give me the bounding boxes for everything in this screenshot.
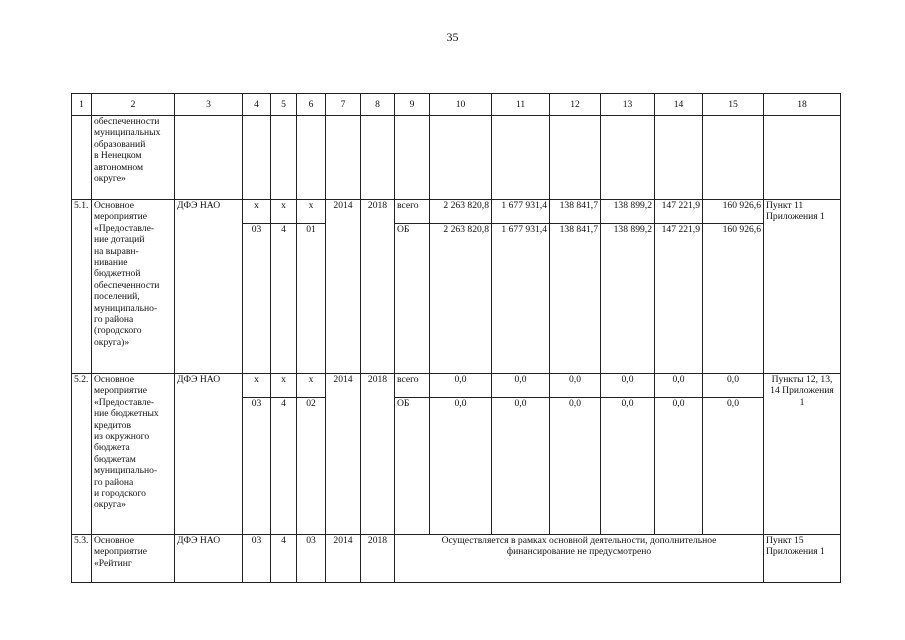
source-label: ОБ [395,224,430,374]
amount-cell: 0,0 [601,398,655,535]
header-cell: 13 [601,94,655,116]
text-line: муниципально- [94,302,158,314]
executor: ДФЭ НАО [175,535,243,583]
text-line: муниципальных [94,127,161,139]
text-line: ние дотаций [94,234,145,246]
text-line: мероприятие [94,546,147,558]
header-row [72,94,841,116]
text-line: бюджетам [94,453,136,465]
code-cell: 03 [243,535,271,583]
amount-cell: 160 926,6 [703,200,764,224]
text-line: го района [94,314,134,326]
note-cell [764,535,841,583]
text-line: 1 [799,396,805,408]
note-cell [764,374,841,535]
code-cell: 03 [297,535,326,583]
item-name [92,200,175,374]
table-row [72,200,841,224]
empty-cell [297,116,326,200]
text-line: обеспеченности [94,116,160,127]
text-line: Приложения 1 [766,546,825,558]
amount-cell: 2 263 820,8 [430,200,492,224]
text-line: образований [94,138,146,150]
text-line: нивание [94,257,128,269]
amount-cell: 0,0 [492,398,550,535]
text-line: Основное [94,535,134,546]
text-line: автономном [94,161,144,173]
code-cell: 4 [271,224,297,374]
item-name [92,535,175,583]
text-line: финансирование не предусмотрено [506,546,652,558]
code-cell: х [271,200,297,224]
amount-cell: 0,0 [430,374,492,398]
empty-cell [655,116,703,200]
item-name [92,116,175,200]
amount-cell: 138 841,7 [550,200,601,224]
code-cell: х [297,200,326,224]
empty-cell [430,116,492,200]
header-cell: 5 [271,94,297,116]
code-cell: х [243,374,271,398]
item-number: 5.1. [72,200,92,374]
text-line: «Предоставле- [94,396,155,408]
amount-cell: 0,0 [601,374,655,398]
header-cell: 2 [92,94,175,116]
executor: ДФЭ НАО [175,200,243,374]
amount-cell: 2 263 820,8 [430,224,492,374]
header-cell: 8 [361,94,395,116]
source-label: всего [395,200,430,224]
empty-cell [271,116,297,200]
empty-cell [764,116,841,200]
empty-cell [361,116,395,200]
text-line: из окружного [94,431,150,443]
text-line: кредитов [94,419,131,431]
empty-cell [492,116,550,200]
empty-cell [703,116,764,200]
text-line: в Ненецком [94,150,142,162]
year-end: 2018 [361,535,395,583]
text-line: округа)» [94,336,130,348]
amount-cell: 138 899,2 [601,200,655,224]
header-cell: 12 [550,94,601,116]
code-cell: х [271,374,297,398]
amount-cell: 0,0 [655,398,703,535]
merged-note [395,535,764,583]
code-cell: 02 [297,398,326,535]
text-line: мероприятие [94,385,147,397]
text-line: и городского [94,488,146,500]
empty-cell [72,116,92,200]
note-cell [764,200,841,374]
code-cell: 4 [271,398,297,535]
empty-cell [601,116,655,200]
amount-cell: 138 899,2 [601,224,655,374]
year-start: 2014 [326,535,361,583]
text-line: поселений, [94,291,140,303]
text-line: «Предоставле- [94,222,155,234]
code-cell: 4 [271,535,297,583]
item-name [92,374,175,535]
amount-cell: 138 841,7 [550,224,601,374]
empty-cell [550,116,601,200]
text-line: бюджета [94,442,130,454]
header-cell: 7 [326,94,361,116]
code-cell: 01 [297,224,326,374]
header-cell: 4 [243,94,271,116]
amount-cell: 0,0 [703,398,764,535]
empty-cell [395,116,430,200]
text-line: обеспеченности [94,279,160,291]
header-cell: 9 [395,94,430,116]
program-table [71,93,841,583]
header-cell: 18 [764,94,841,116]
amount-cell: 0,0 [492,374,550,398]
header-cell: 3 [175,94,243,116]
text-line: Пункт 15 [766,535,804,546]
text-line: на выравн- [94,245,139,257]
amount-cell: 160 926,6 [703,224,764,374]
text-line: Основное [94,200,134,211]
empty-cell [175,116,243,200]
header-cell: 10 [430,94,492,116]
code-cell: 03 [243,398,271,535]
code-cell: х [243,200,271,224]
table-row [72,374,841,398]
text-line: ние бюджетных [94,408,159,420]
amount-cell: 0,0 [550,374,601,398]
amount-cell: 0,0 [703,374,764,398]
text-line: (городского [94,325,142,337]
year-end: 2018 [361,374,395,535]
empty-cell [326,116,361,200]
header-cell: 15 [703,94,764,116]
header-cell: 1 [72,94,92,116]
text-line: Приложения 1 [766,211,825,223]
header-cell: 14 [655,94,703,116]
empty-cell [243,116,271,200]
page-number: 35 [446,30,459,44]
item-number: 5.2. [72,374,92,535]
table-row [72,535,841,583]
text-line: мероприятие [94,211,147,223]
text-line: Пункт 11 [766,200,804,211]
code-cell: х [297,374,326,398]
text-line: Пункты 12, 13, [771,374,833,385]
text-line: бюджетной [94,268,141,280]
text-line: округа» [94,499,126,511]
text-line: Основное [94,374,134,385]
text-line: 14 Приложения [770,385,834,397]
amount-cell: 0,0 [550,398,601,535]
text-line: «Рейтинг [94,557,132,569]
item-number: 5.3. [72,535,92,583]
executor: ДФЭ НАО [175,374,243,535]
amount-cell: 0,0 [655,374,703,398]
header-cell: 6 [297,94,326,116]
text-line: Осуществляется в рамках основной деятельности, дополнительное [441,535,717,546]
text-line: го района [94,476,134,488]
amount-cell: 1 677 931,4 [492,224,550,374]
amount-cell: 147 221,9 [655,224,703,374]
year-end: 2018 [361,200,395,374]
text-line: муниципально- [94,465,158,477]
text-line: округе» [94,173,126,185]
year-start: 2014 [326,200,361,374]
year-start: 2014 [326,374,361,535]
source-label: ОБ [395,398,430,535]
continuation-row [72,116,841,200]
amount-cell: 1 677 931,4 [492,200,550,224]
code-cell: 03 [243,224,271,374]
amount-cell: 147 221,9 [655,200,703,224]
source-label: всего [395,374,430,398]
amount-cell: 0,0 [430,398,492,535]
header-cell: 11 [492,94,550,116]
